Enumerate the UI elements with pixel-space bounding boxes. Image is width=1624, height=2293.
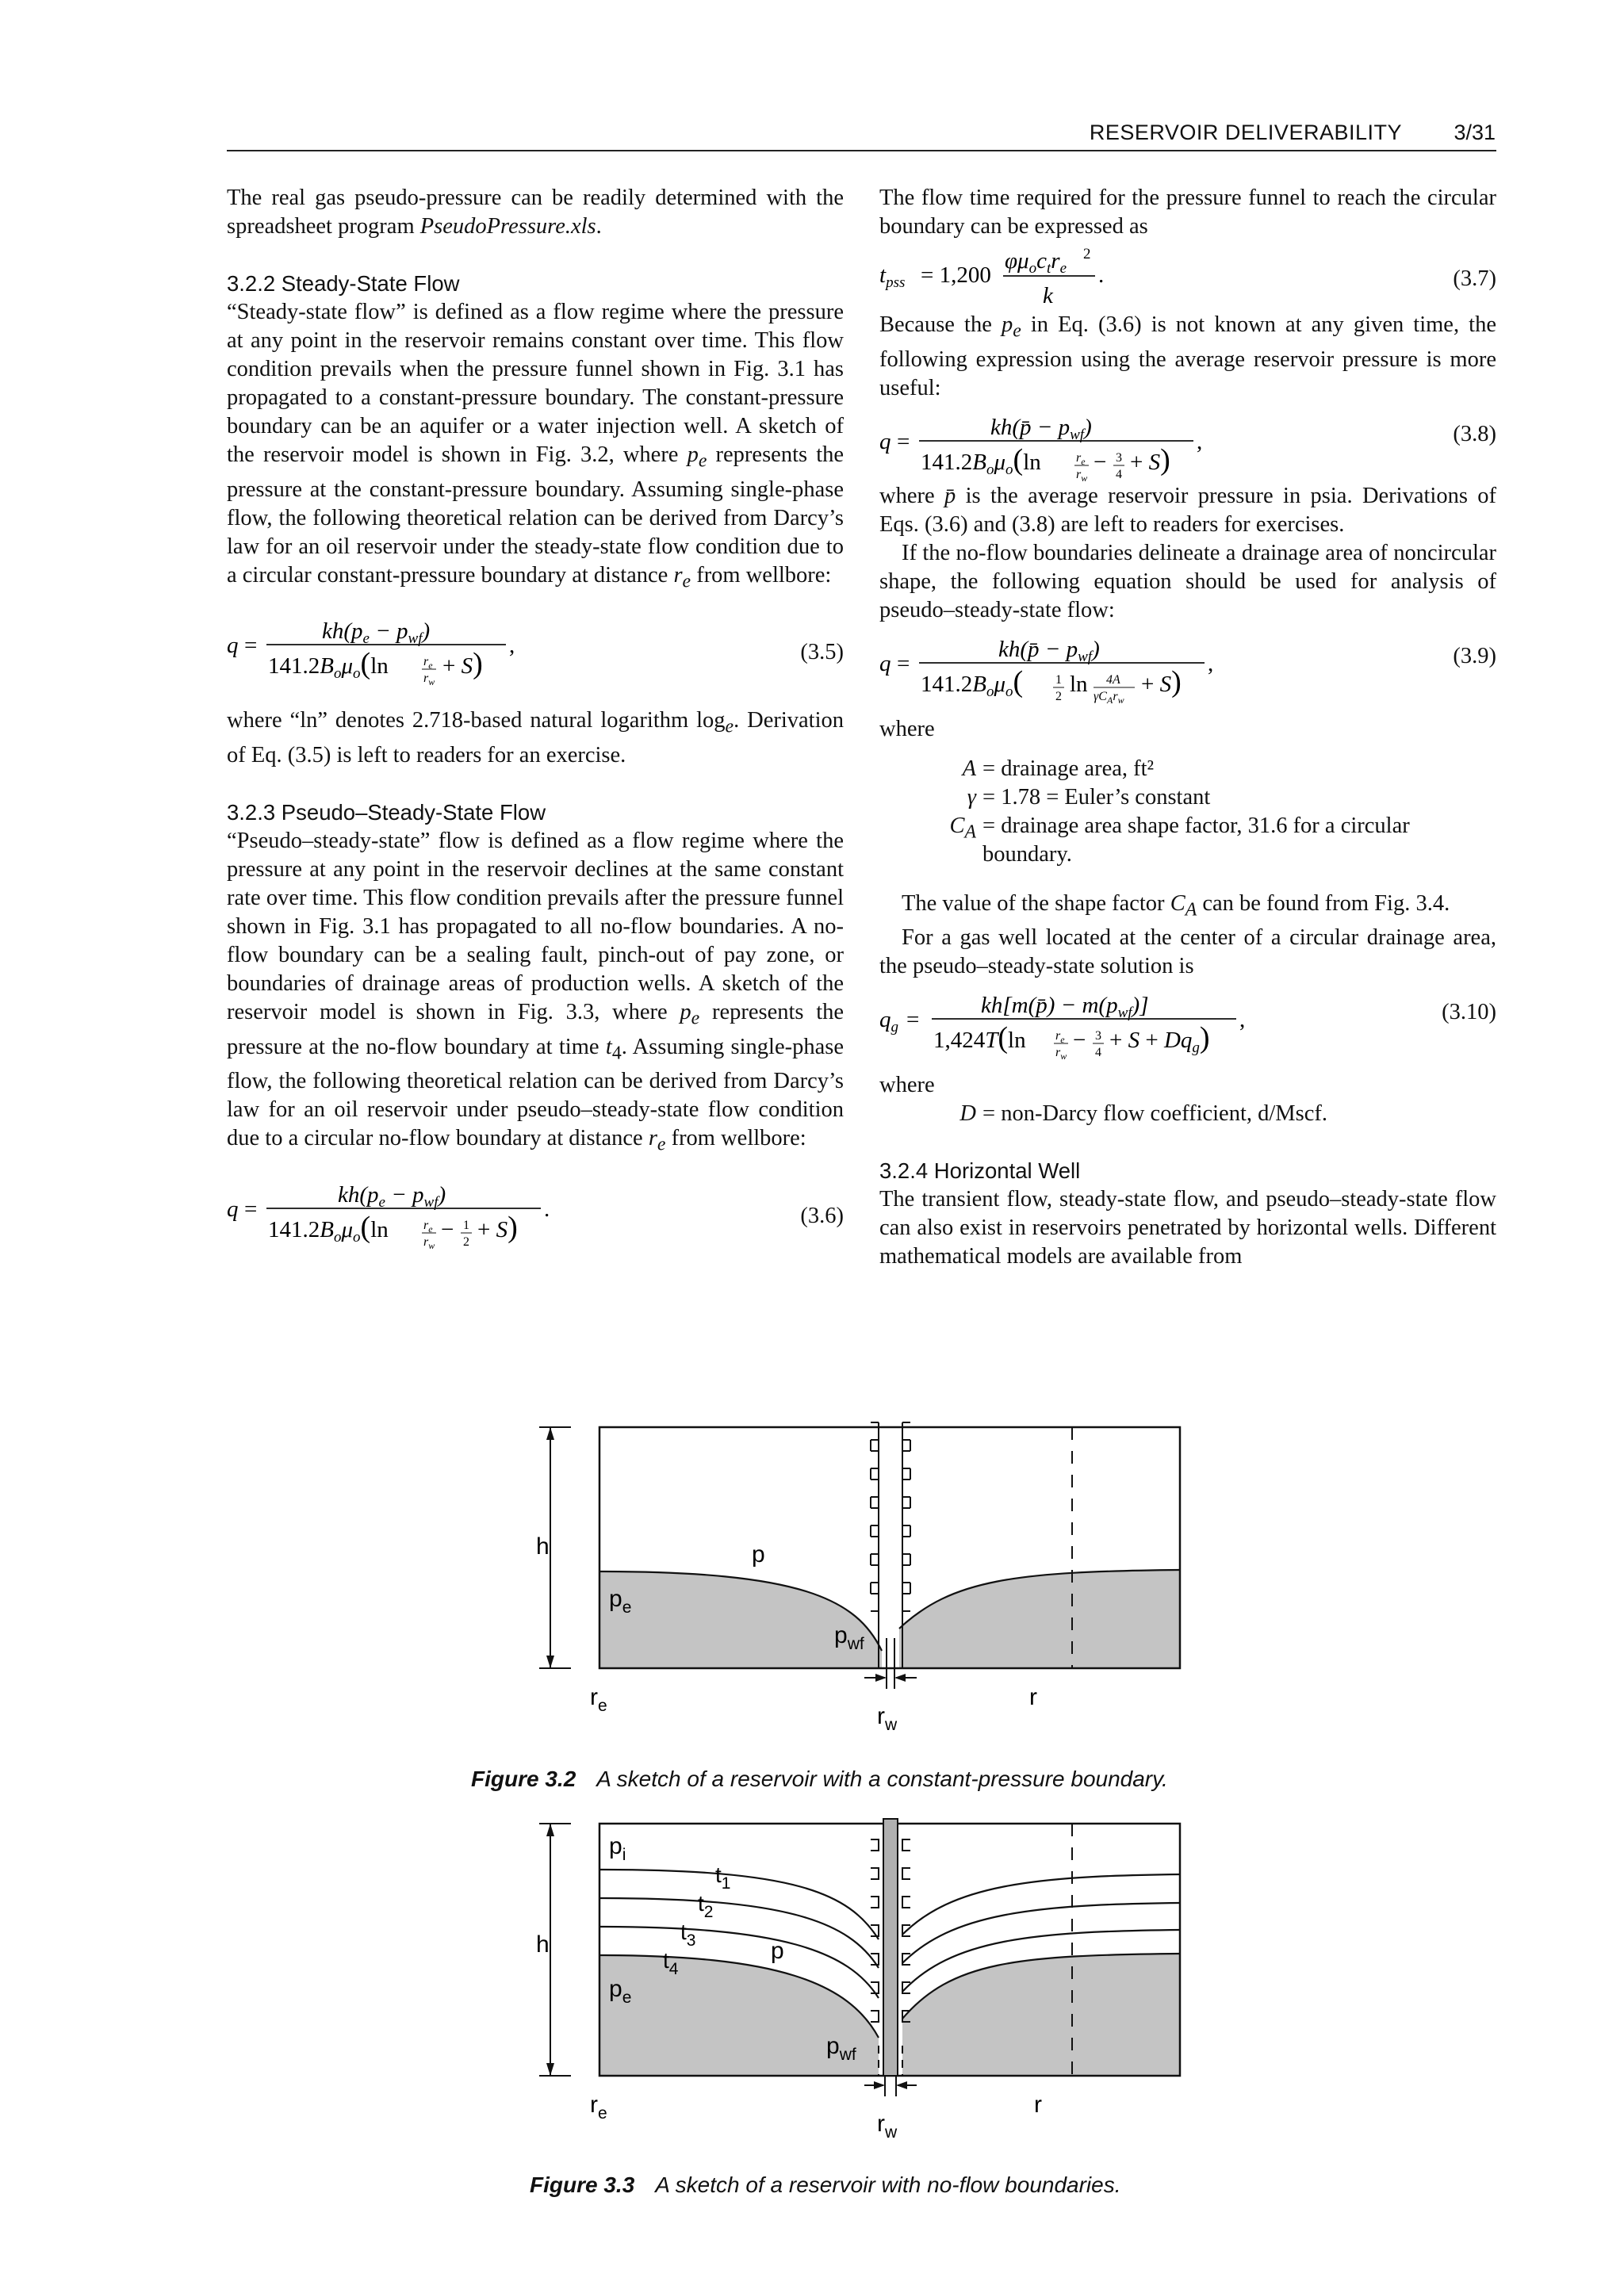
label-pe: $p_e$ (609, 1976, 632, 2007)
where-label: where (879, 716, 935, 741)
figure-3-2-caption: Figure 3.2 A sketch of a reservoir with a constant-pressure boundary. (471, 1767, 1168, 1791)
label-r: r (1034, 2092, 1042, 2118)
definition-CA: $C_A$ = drainage area shape factor, 31.6 for a circular boundary. (949, 813, 1410, 867)
equation-3-10-number: (3.10) (1442, 1000, 1496, 1025)
figure-3-2 (536, 1416, 1199, 1749)
svg-text:γCArw: $\gamma C_Ar_w$ (1094, 689, 1124, 706)
figure-3-2-diagram (536, 1416, 1199, 1749)
label-pi: $p_i$ (609, 1833, 626, 1864)
steady-state-paragraph: “Steady-state flow” is defined as a flow regime where the pressure at any point in the reservoir remains constant over time. This flow condition prevails when the pressure funnel shown in Fig. 3.1 has propagated to a constant-pressure boundary. The constant-pressure boundary can be an aquifer or a water injection well. A sketch of the reservoir model is shown in Fig. 3.2, where $p_e$ represents the pressure at the constant-pressure boundary. Assuming single-phase flow, the following theoretical relation can be derived from Darcy’s law for an oil reservoir under the steady-state flow condition due to a circular constant-pressure boundary at distance $r_e$ from wellbore: (227, 300, 845, 592)
label-p: p (771, 1938, 784, 1964)
ln-definition-paragraph: where “ln” denotes 2.718-based natural logarithm $\log_e$. Derivation of Eq. (3.5) is left to readers for an exercise. (227, 708, 845, 768)
svg-text:kh(pe − pwf): $kh(p_e - p_{wf})$ (322, 618, 431, 648)
equation-3-7 (879, 241, 1496, 311)
equation-3-6 (227, 1170, 844, 1250)
svg-text:1: 1 (463, 1219, 469, 1233)
svg-text:kh[m(p̄) − m(pwf)]: kh[m(p̄) − $m(p_{wf})$] (981, 993, 1149, 1022)
flow-time-paragraph: The flow time required for the pressure funnel to reach the circular boundary can be expressed as (879, 186, 1496, 239)
svg-text:rw: $r_w$ (1076, 467, 1088, 484)
definitions-list-3-10 (879, 1100, 1496, 1128)
definitions-list-3-9 (879, 755, 1496, 869)
label-h: h (536, 1931, 550, 1958)
running-title: RESERVOIR DELIVERABILITY (1089, 121, 1402, 144)
svg-text:re: $r_e$ (1055, 1029, 1065, 1046)
svg-text:=: = (897, 650, 910, 676)
right-column (879, 184, 1496, 1271)
svg-text:+ S + Dqg): + $S + Dq_g$) (1109, 1021, 1210, 1057)
noncircular-paragraph: If the no-flow boundaries delineate a drainage area of noncircular shape, the following equation should be used for analysis of pseudo–steady-state flow: (879, 540, 1496, 622)
label-pe: $p_e$ (609, 1586, 632, 1617)
svg-text:2: 2 (463, 1235, 469, 1250)
label-re: $r_e$ (590, 1684, 607, 1715)
equation-3-8-number: (3.8) (1453, 421, 1496, 446)
label-p: p (752, 1541, 765, 1568)
svg-text:,: , (1208, 650, 1214, 676)
svg-text:3: 3 (1095, 1029, 1101, 1043)
svg-text:,: , (1239, 1007, 1246, 1033)
label-pwf: $p_{wf}$ (834, 1622, 864, 1653)
section-heading-3-2-3: 3.2.3 Pseudo–Steady-State Flow (227, 800, 546, 825)
svg-text:rw: $r_w$ (423, 1235, 435, 1252)
svg-text:−: − (1094, 449, 1107, 475)
average-pressure-paragraph: where p̄ is the average reservoir pressure in psia. Derivations of Eqs. (3.6) and (3.8) are left to readers for exercises. (879, 483, 1497, 537)
equation-3-6-number: (3.6) (800, 1204, 844, 1229)
equation-3-9-math (879, 625, 1434, 704)
svg-text:q: q (879, 650, 891, 676)
svg-text:re: $r_e$ (1076, 450, 1086, 467)
svg-text:kh(p̄ − pwf): kh(p̄ − $p_{wf}$) (990, 414, 1092, 443)
pseudo-steady-state-paragraph: “Pseudo–steady-state” flow is defined as a flow regime where the pressure at any point in the reservoir declines at the same constant rate over time. This flow condition prevails after the pressure funnel shown in Fig. 3.1 has propagated to all no-flow boundaries. A no-flow boundary can be a sealing fault, pinch-out of pay zone, or boundaries of drainage areas of production wells. A sketch of the reservoir model is shown in Fig. 3.3, where $p_e$ represents the pressure at the no-flow boundary at time $t_4$. Assuming single-phase flow, the following theoretical relation can be derived from Darcy’s law for an oil reservoir under pseudo–steady-state flow condition due to a circular no-flow boundary at distance $r_e$ from wellbore: (227, 829, 845, 1156)
figure-3-3 (536, 1816, 1199, 2157)
equation-3-7-number: (3.7) (1453, 266, 1496, 291)
pressure-region-right (902, 1954, 1180, 2076)
svg-text:+ S): + S) (1141, 664, 1182, 699)
label-rw: $r_w$ (877, 1703, 898, 1734)
label-re: $r_e$ (590, 2092, 607, 2123)
svg-text:rw: $r_w$ (1055, 1046, 1067, 1062)
label-rw: $r_w$ (877, 2111, 898, 2142)
svg-text:+ S): + S) (477, 1211, 518, 1245)
running-header (227, 119, 1496, 151)
svg-text:qg: $q_g$ (879, 1007, 898, 1036)
horizontal-well-paragraph: The transient flow, steady-state flow, and pseudo–steady-state flow can also exist in reservoirs penetrated by horizontal wells. Different mathematical models are available from (879, 1187, 1496, 1269)
svg-text:4: 4 (1095, 1046, 1101, 1060)
svg-text:−: − (1073, 1028, 1086, 1054)
shape-factor-paragraph: The value of the shape factor $C_A$ can be found from Fig. 3.4. (902, 890, 1450, 921)
svg-text:=: = (906, 1007, 920, 1033)
equation-3-9-number: (3.9) (1453, 643, 1496, 668)
svg-text:φμoctre: $\varphi\mu_oc_tr_e$ (1005, 248, 1067, 277)
wellbore (883, 1819, 898, 2076)
equation-3-5-number: (3.5) (800, 640, 844, 665)
svg-text:2: 2 (1083, 246, 1091, 262)
equation-3-10 (879, 981, 1496, 1060)
svg-text:−: − (441, 1217, 454, 1243)
equation-3-10-math (879, 981, 1434, 1060)
equation-3-5-math (227, 607, 782, 686)
gas-well-paragraph: For a gas well located at the center of a circular drainage area, the pseudo–steady-state solution is (879, 925, 1496, 979)
equation-3-9 (879, 625, 1496, 704)
svg-text:.: . (544, 1196, 550, 1223)
svg-text:q: q (227, 1196, 239, 1223)
svg-text:3: 3 (1116, 450, 1122, 465)
label-t1: $t_1$ (715, 1862, 731, 1893)
equation-3-5 (227, 607, 844, 686)
where-label-2: where (879, 1073, 935, 1098)
left-column (227, 184, 844, 1250)
definition-gamma: γ = 1.78 = Euler’s constant (967, 784, 1211, 810)
svg-text:.: . (1098, 262, 1105, 288)
definition-D: D = non-Darcy flow coefficient, d/Mscf. (959, 1101, 1327, 1127)
pressure-region-left (599, 1571, 882, 1668)
header-rule (227, 150, 1496, 151)
svg-text:=: = (244, 633, 258, 659)
equation-3-6-math (227, 1170, 782, 1250)
svg-text:+ S): + S) (442, 647, 483, 681)
svg-text:kh(p̄ − pwf): kh(p̄ − $p_{wf}$) (998, 636, 1100, 665)
svg-text:kh(pe − pwf): $kh(p_e - p_{wf})$ (338, 1182, 446, 1212)
svg-text:rw: $r_w$ (423, 672, 435, 688)
figure-3-3-caption: Figure 3.3 A sketch of a reservoir with no-flow boundaries. (530, 2172, 1121, 2197)
svg-text:tpss: $t_{pss}$ (879, 262, 906, 291)
svg-text:re: $r_e$ (423, 655, 433, 672)
svg-text:=: = (897, 428, 910, 454)
svg-text:4A: 4A (1106, 672, 1120, 687)
svg-text:ln: ln (1070, 671, 1088, 697)
because-paragraph: Because the $p_e$ in Eq. (3.6) is not known at any given time, the following expression using the average reservoir pressure is more useful: (879, 312, 1496, 400)
equation-3-8 (879, 403, 1496, 482)
svg-text:1,424T(ln: 1,424T(ln (933, 1021, 1026, 1055)
svg-text:1: 1 (1055, 672, 1062, 687)
label-t4: $t_4$ (663, 1948, 679, 1978)
label-t2: $t_2$ (698, 1891, 714, 1921)
svg-text:141.2Boμo(ln: $141.2B_o\mu_o(\ln$ (268, 1211, 389, 1246)
pressure-region-right (899, 1570, 1180, 1668)
figure-3-3-diagram (536, 1816, 1199, 2157)
svg-text:141.2Boμo(ln: $141.2B_o\mu_o(\ln$ (268, 647, 389, 683)
equation-3-7-math (879, 241, 1434, 311)
svg-text:,: , (1197, 428, 1203, 454)
svg-text:q: q (879, 428, 891, 454)
label-h: h (536, 1533, 550, 1560)
svg-text:=: = (244, 1196, 258, 1223)
svg-text:141.2Boμo(ln: $141.2B_o\mu_o(\ln$ (921, 442, 1041, 478)
intro-paragraph: The real gas pseudo-pressure can be readily determined with the spreadsheet program PseudoPressure.xls. (227, 186, 844, 239)
definition-A: A = drainage area, ft² (962, 756, 1155, 781)
section-heading-3-2-2: 3.2.2 Steady-State Flow (227, 271, 460, 296)
svg-text:k: k (1043, 283, 1053, 308)
section-heading-3-2-4: 3.2.4 Horizontal Well (879, 1158, 1081, 1184)
svg-text:re: $r_e$ (423, 1219, 433, 1235)
svg-text:= 1,200: = 1,200 (921, 262, 991, 288)
page-number: 3/31 (1454, 121, 1496, 144)
label-t3: $t_3$ (680, 1920, 696, 1950)
svg-text:4: 4 (1116, 467, 1122, 481)
label-pwf: $p_{wf}$ (826, 2033, 856, 2064)
svg-text:+ S): + S) (1130, 442, 1170, 477)
svg-text:,: , (509, 633, 515, 659)
equation-3-8-math (879, 403, 1434, 482)
label-r: r (1029, 1684, 1037, 1710)
svg-text:2: 2 (1055, 689, 1062, 703)
svg-text:q: q (227, 633, 239, 659)
svg-text:141.2Boμo(: $141.2B_o\mu_o$( (921, 664, 1024, 700)
